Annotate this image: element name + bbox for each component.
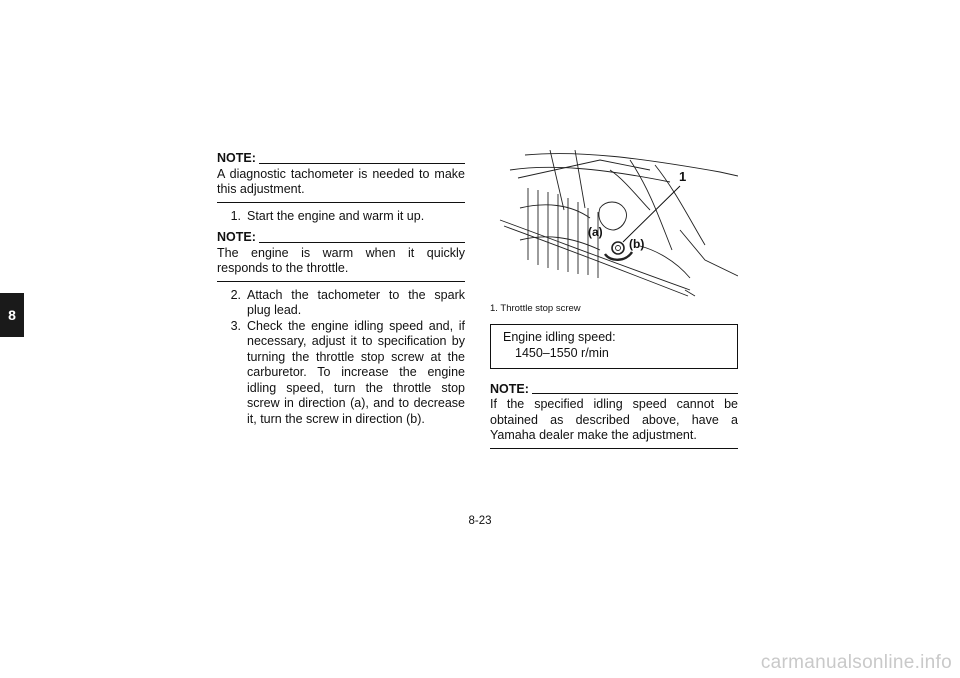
note-label: NOTE: [490, 381, 529, 396]
step-2 [217, 288, 465, 319]
carburetor-drawing [490, 150, 738, 298]
note-header [217, 151, 465, 167]
step-text: Attach the tachometer to the spark plug lead. [247, 287, 465, 317]
note-rule [259, 242, 465, 243]
direction-a-label: (a) [588, 225, 603, 239]
step-3 [217, 319, 465, 428]
right-column [490, 150, 738, 455]
note-header [490, 382, 738, 398]
note-rule [532, 393, 738, 394]
spec-label: Engine idling speed: [503, 329, 616, 344]
callout-1: 1 [679, 169, 687, 184]
direction-b-label: (b) [629, 237, 645, 251]
note-rule [259, 163, 465, 164]
note-text: The engine is warm when it quickly responds to the throttle. [217, 246, 465, 282]
step-1 [217, 209, 465, 225]
page-number: 8-23 [468, 515, 492, 527]
step-text: Check the engine idling speed and, if necessary, adjust it to specification by turning the throttle stop screw at the carburetor. To increase the engine idling speed, turn the throttle stop screw in direction (a), and to decrease it, turn the screw in direction (b). [247, 318, 465, 426]
note-text: A diagnostic tachometer is needed to make this adjustment. [217, 167, 465, 203]
spec-box [490, 324, 738, 369]
step-number: 3. [230, 318, 241, 333]
figure-caption: 1. Throttle stop screw [490, 303, 581, 314]
note-text: If the specified idling speed cannot be obtained as described above, have a Yamaha dealer make the adjustment. [490, 397, 738, 449]
step-text: Start the engine and warm it up. [247, 208, 425, 223]
note-label: NOTE: [217, 230, 256, 244]
step-number: 2. [230, 287, 241, 302]
carburetor-illustration [490, 150, 738, 298]
spec-value: 1450–1550 r/min [515, 345, 609, 360]
step-number: 1. [230, 208, 241, 223]
watermark: carmanualsonline.info [760, 652, 952, 673]
note-label: NOTE: [217, 151, 256, 165]
left-column [217, 151, 465, 427]
chapter-tab: 8 [0, 293, 24, 337]
note-header [217, 230, 465, 246]
